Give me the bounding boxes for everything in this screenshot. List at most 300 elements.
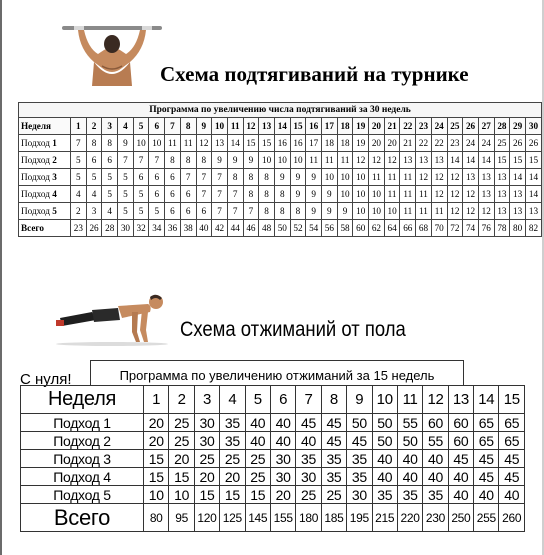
total-cell: 30 [118,220,134,237]
rep-cell: 10 [369,203,385,220]
total-cell: 42 [212,220,228,237]
rep-cell: 8 [243,186,259,203]
pushup-header-row [21,386,525,414]
total-cell: 95 [169,504,194,532]
total-cell: 120 [194,504,219,532]
rep-cell: 16 [274,135,290,152]
week-number: 17 [322,118,338,135]
rep-cell: 40 [245,414,270,432]
rep-cell: 5 [71,152,87,169]
week-number: 4 [220,386,245,414]
rep-cell: 14 [447,152,463,169]
pullup-title: Схема подтягиваний на турнике [160,62,469,86]
total-cell: 180 [296,504,321,532]
rep-cell: 8 [259,203,275,220]
rep-cell: 12 [463,203,479,220]
rep-cell: 13 [494,169,510,186]
set-number: 2 [52,155,57,165]
rep-cell: 12 [369,152,385,169]
rep-cell: 15 [510,152,526,169]
rep-cell: 11 [384,169,400,186]
rep-cell: 25 [169,432,194,450]
week-number: 1 [71,118,87,135]
week-number: 4 [118,118,134,135]
rep-cell: 7 [149,152,165,169]
rep-cell: 8 [259,169,275,186]
rep-cell: 7 [71,135,87,152]
rep-cell: 9 [337,203,353,220]
rep-cell: 30 [270,468,295,486]
rep-cell: 5 [71,169,87,186]
rep-cell: 8 [274,186,290,203]
week-number: 9 [347,386,372,414]
rep-cell: 7 [180,169,196,186]
rep-cell: 35 [321,468,346,486]
pullup-header-row [19,118,542,135]
rep-cell: 4 [86,186,102,203]
rep-cell: 45 [499,450,525,468]
week-number: 3 [194,386,219,414]
rep-cell: 9 [118,135,134,152]
rep-cell: 19 [353,135,369,152]
set-label [19,169,71,186]
rep-cell: 18 [322,135,338,152]
rep-cell: 11 [400,186,416,203]
rep-cell: 20 [144,414,169,432]
total-cell: 34 [149,220,165,237]
week-number: 13 [448,386,473,414]
pullup-set-row [19,152,542,169]
rep-cell: 45 [321,432,346,450]
rep-cell: 17 [306,135,322,152]
week-number: 2 [86,118,102,135]
pullup-caption-row [19,103,542,118]
rep-cell: 40 [245,432,270,450]
rep-cell: 65 [474,414,499,432]
set-label-text: Подход [21,172,50,182]
rep-cell: 14 [478,152,494,169]
rep-cell: 24 [463,135,479,152]
rep-cell: 15 [494,152,510,169]
rep-cell: 10 [144,486,169,504]
rep-cell: 40 [270,432,295,450]
total-cell: 260 [499,504,525,532]
total-cell: 38 [180,220,196,237]
rep-cell: 15 [259,135,275,152]
set-label-text: Подход [21,155,50,165]
total-cell: 185 [321,504,346,532]
rep-cell: 40 [423,468,448,486]
rep-cell: 35 [423,486,448,504]
rep-cell: 5 [102,169,118,186]
rep-cell: 13 [478,169,494,186]
rep-cell: 11 [400,203,416,220]
week-number: 14 [274,118,290,135]
rep-cell: 9 [212,152,228,169]
week-number: 12 [243,118,259,135]
rep-cell: 11 [306,152,322,169]
rep-cell: 8 [274,203,290,220]
total-cell: 40 [196,220,212,237]
rep-cell: 5 [133,186,149,203]
rep-cell: 40 [397,468,422,486]
rep-cell: 14 [510,169,526,186]
week-number: 15 [290,118,306,135]
week-number: 8 [180,118,196,135]
rep-cell: 10 [353,169,369,186]
week-number: 27 [478,118,494,135]
rep-cell: 65 [499,414,525,432]
total-cell: 82 [525,220,541,237]
rep-cell: 25 [245,450,270,468]
rep-cell: 12 [431,186,447,203]
rep-cell: 30 [194,432,219,450]
total-cell: 215 [372,504,397,532]
rep-cell: 7 [196,186,212,203]
rep-cell: 12 [196,135,212,152]
rep-cell: 10 [290,152,306,169]
week-number: 7 [296,386,321,414]
rep-cell: 60 [448,432,473,450]
pullup-total-row [19,220,542,237]
set-label-text: Подход [21,138,50,148]
total-cell: 230 [423,504,448,532]
rep-cell: 9 [306,169,322,186]
rep-cell: 10 [353,186,369,203]
week-number: 19 [353,118,369,135]
rep-cell: 9 [243,152,259,169]
rep-cell: 13 [478,186,494,203]
rep-cell: 12 [353,152,369,169]
rep-cell: 6 [180,203,196,220]
total-cell: 44 [227,220,243,237]
rep-cell: 50 [372,432,397,450]
pullup-set-row [19,186,542,203]
total-cell: 50 [274,220,290,237]
rep-cell: 60 [448,414,473,432]
rep-cell: 10 [353,203,369,220]
rep-cell: 9 [227,152,243,169]
rep-cell: 12 [463,186,479,203]
set-label: Подход 3 [21,450,144,468]
rep-cell: 35 [321,450,346,468]
rep-cell: 13 [494,203,510,220]
pullup-set-row [19,203,542,220]
rep-cell: 2 [71,203,87,220]
rep-cell: 3 [86,203,102,220]
set-label-text: Подход [21,189,50,199]
total-cell: 72 [447,220,463,237]
rep-cell: 4 [102,203,118,220]
rep-cell: 8 [102,135,118,152]
rep-cell: 25 [194,450,219,468]
pushup-set-row [21,414,525,432]
week-number: 28 [494,118,510,135]
rep-cell: 11 [416,203,432,220]
rep-cell: 11 [165,135,181,152]
total-cell: 78 [494,220,510,237]
set-label-text: Подход [21,206,50,216]
rep-cell: 15 [194,486,219,504]
pushup-set-row [21,450,525,468]
total-cell: 255 [474,504,499,532]
rep-cell: 5 [102,186,118,203]
rep-cell: 15 [220,486,245,504]
rep-cell: 40 [448,468,473,486]
rep-cell: 13 [525,203,541,220]
total-cell: 125 [220,504,245,532]
rep-cell: 14 [227,135,243,152]
total-cell: 26 [86,220,102,237]
rep-cell: 5 [86,169,102,186]
rep-cell: 30 [296,468,321,486]
rep-cell: 8 [243,169,259,186]
set-label: Подход 4 [21,468,144,486]
rep-cell: 5 [149,203,165,220]
rep-cell: 10 [337,169,353,186]
rep-cell: 45 [347,432,372,450]
rep-cell: 65 [474,432,499,450]
rep-cell: 25 [494,135,510,152]
rep-cell: 11 [337,152,353,169]
pushup-program-table [20,385,525,532]
total-cell: 145 [245,504,270,532]
rep-cell: 13 [400,152,416,169]
week-number: 13 [259,118,275,135]
total-cell: 80 [144,504,169,532]
rep-cell: 35 [347,468,372,486]
week-number: 9 [196,118,212,135]
set-label [19,152,71,169]
rep-cell: 35 [347,450,372,468]
rep-cell: 6 [180,186,196,203]
rep-cell: 35 [296,450,321,468]
rep-cell: 21 [400,135,416,152]
rep-cell: 7 [227,203,243,220]
rep-cell: 23 [447,135,463,152]
week-number: 7 [165,118,181,135]
rep-cell: 9 [274,169,290,186]
rep-cell: 13 [510,203,526,220]
total-cell: 68 [416,220,432,237]
pushup-man-illustration [52,290,172,346]
week-number: 16 [306,118,322,135]
total-cell: 74 [463,220,479,237]
week-number: 22 [400,118,416,135]
rep-cell: 7 [243,203,259,220]
total-cell: 155 [270,504,295,532]
week-number: 20 [369,118,385,135]
total-cell: 64 [384,220,400,237]
week-number: 6 [149,118,165,135]
rep-cell: 7 [196,169,212,186]
total-cell: 54 [306,220,322,237]
rep-cell: 12 [416,169,432,186]
total-label: Всего [19,220,71,237]
rep-cell: 6 [86,152,102,169]
rep-cell: 10 [384,203,400,220]
rep-cell: 25 [220,450,245,468]
rep-cell: 6 [196,203,212,220]
rep-cell: 40 [474,486,499,504]
rep-cell: 8 [290,203,306,220]
total-label: Всего [21,504,144,532]
pullup-program-table [18,102,542,237]
rep-cell: 6 [165,169,181,186]
set-label: Подход 5 [21,486,144,504]
rep-cell: 30 [270,450,295,468]
rep-cell: 10 [259,152,275,169]
rep-cell: 8 [196,152,212,169]
total-cell: 250 [448,504,473,532]
rep-cell: 20 [270,486,295,504]
rep-cell: 16 [290,135,306,152]
rep-cell: 25 [245,468,270,486]
rep-cell: 6 [149,186,165,203]
rep-cell: 6 [133,169,149,186]
rep-cell: 25 [169,414,194,432]
total-cell: 195 [347,504,372,532]
rep-cell: 40 [397,450,422,468]
rep-cell: 10 [169,486,194,504]
rep-cell: 50 [397,432,422,450]
week-number: 11 [227,118,243,135]
pullup-set-row [19,169,542,186]
rep-cell: 6 [102,152,118,169]
rep-cell: 10 [149,135,165,152]
rep-cell: 9 [290,186,306,203]
rep-cell: 20 [220,468,245,486]
rep-cell: 40 [270,414,295,432]
set-label [19,135,71,152]
rep-cell: 8 [259,186,275,203]
week-number: 6 [270,386,295,414]
set-number: 4 [52,189,57,199]
total-cell: 36 [165,220,181,237]
rep-cell: 35 [220,432,245,450]
rep-cell: 11 [416,186,432,203]
rep-cell: 45 [474,450,499,468]
rep-cell: 13 [431,152,447,169]
rep-cell: 15 [144,450,169,468]
week-number: 11 [397,386,422,414]
rep-cell: 6 [165,186,181,203]
rep-cell: 55 [423,432,448,450]
rep-cell: 5 [118,186,134,203]
pullup-man-illustration [62,20,162,86]
rep-cell: 10 [322,169,338,186]
rep-cell: 8 [165,152,181,169]
rep-cell: 11 [400,169,416,186]
week-number: 2 [169,386,194,414]
rep-cell: 11 [322,152,338,169]
week-number: 12 [423,386,448,414]
total-cell: 23 [71,220,87,237]
set-label: Подход 2 [21,432,144,450]
rep-cell: 18 [337,135,353,152]
total-cell: 60 [353,220,369,237]
rep-cell: 50 [372,414,397,432]
rep-cell: 7 [118,152,134,169]
rep-cell: 9 [290,169,306,186]
week-number: 25 [447,118,463,135]
rep-cell: 40 [372,450,397,468]
rep-cell: 8 [227,169,243,186]
total-cell: 70 [431,220,447,237]
rep-cell: 35 [397,486,422,504]
week-number: 30 [525,118,541,135]
pullup-set-row [19,135,542,152]
rep-cell: 5 [133,203,149,220]
rep-cell: 13 [212,135,228,152]
set-number: 3 [52,172,57,182]
rep-cell: 9 [322,203,338,220]
rep-cell: 12 [447,186,463,203]
rep-cell: 30 [194,414,219,432]
rep-cell: 6 [149,169,165,186]
rep-cell: 40 [448,486,473,504]
pushup-set-row [21,432,525,450]
pushup-set-row [21,468,525,486]
week-number: 18 [337,118,353,135]
rep-cell: 12 [384,152,400,169]
rep-cell: 65 [499,432,525,450]
rep-cell: 13 [510,186,526,203]
rep-cell: 55 [397,414,422,432]
week-number: 24 [431,118,447,135]
week-number: 5 [133,118,149,135]
total-cell: 28 [102,220,118,237]
week-number: 8 [321,386,346,414]
rep-cell: 45 [321,414,346,432]
rep-cell: 12 [431,169,447,186]
rep-cell: 20 [144,432,169,450]
week-number: 26 [463,118,479,135]
rep-cell: 45 [474,468,499,486]
rep-cell: 35 [220,414,245,432]
rep-cell: 11 [431,203,447,220]
rep-cell: 15 [144,468,169,486]
week-number: 29 [510,118,526,135]
total-cell: 52 [290,220,306,237]
rep-cell: 20 [169,450,194,468]
rep-cell: 25 [321,486,346,504]
set-label: Подход 1 [21,414,144,432]
from-zero-label: С нуля! [20,371,72,388]
rep-cell: 9 [306,203,322,220]
week-number: 14 [474,386,499,414]
set-number: 1 [52,138,57,148]
total-cell: 46 [243,220,259,237]
week-label: Неделя [21,386,144,414]
rep-cell: 11 [180,135,196,152]
rep-cell: 9 [322,186,338,203]
pushup-caption: Программа по увеличению отжиманий за 15 недель [90,360,464,385]
rep-cell: 15 [243,135,259,152]
rep-cell: 5 [118,169,134,186]
rep-cell: 10 [133,135,149,152]
total-cell: 62 [369,220,385,237]
week-number: 10 [212,118,228,135]
rep-cell: 8 [180,152,196,169]
rep-cell: 6 [165,203,181,220]
rep-cell: 15 [245,486,270,504]
rep-cell: 12 [447,203,463,220]
rep-cell: 40 [499,486,525,504]
rep-cell: 35 [372,486,397,504]
rep-cell: 45 [296,414,321,432]
rep-cell: 12 [478,203,494,220]
